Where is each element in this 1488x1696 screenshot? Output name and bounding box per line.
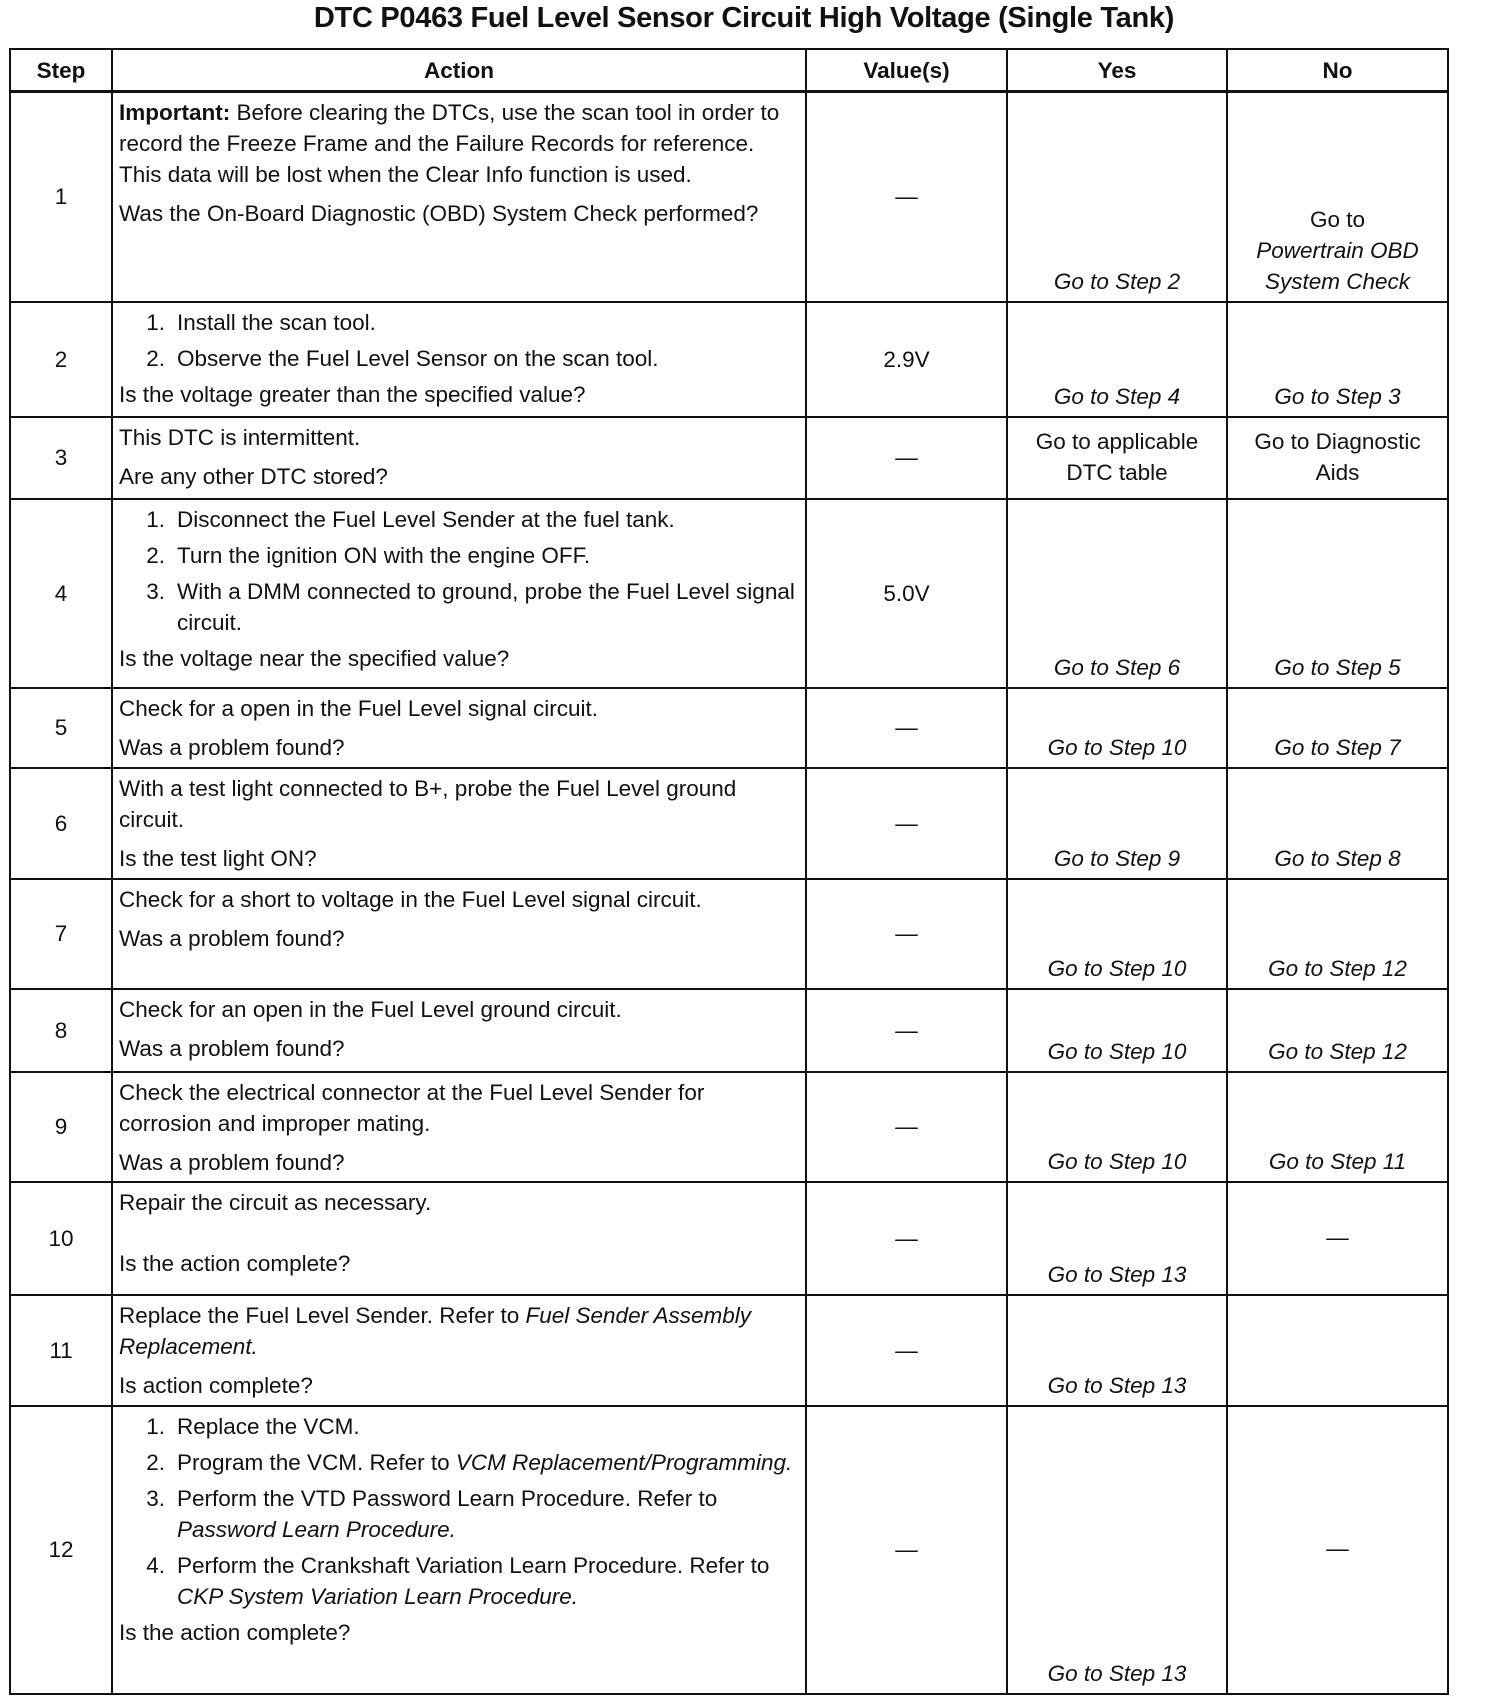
text-segment: Go to Step 10 — [1047, 734, 1187, 760]
no-cell — [1227, 688, 1448, 768]
action-paragraph — [119, 643, 799, 674]
text-segment: Program the VCM. Refer to — [177, 1449, 456, 1475]
list-text — [177, 1411, 360, 1442]
yes-cell — [1007, 768, 1227, 879]
value-cell: — — [806, 688, 1007, 768]
header-values: Value(s) — [806, 49, 1007, 92]
text-segment: Powertrain OBD System Check — [1256, 237, 1419, 294]
action-cell — [112, 879, 806, 989]
text-segment: Go to Step 3 — [1274, 383, 1401, 409]
list-number: 2. — [146, 542, 165, 568]
yes-cell — [1007, 989, 1227, 1072]
yes-cell — [1007, 1406, 1227, 1694]
no-cell — [1227, 302, 1448, 417]
step-cell: 9 — [10, 1072, 112, 1182]
step-cell: 11 — [10, 1295, 112, 1406]
no-cell — [1227, 499, 1448, 688]
text-segment: Is the voltage greater than the specified value? — [119, 381, 586, 407]
action-cell — [112, 92, 806, 302]
table-row — [10, 302, 1448, 417]
text-segment: Was the On-Board Diagnostic (OBD) System Check performed? — [119, 201, 759, 226]
step-cell: 7 — [10, 879, 112, 989]
yes-cell — [1007, 92, 1227, 302]
action-cell — [112, 768, 806, 879]
action-list-item — [119, 1411, 799, 1442]
text-segment: Go to Step 13 — [1047, 1261, 1187, 1287]
text-segment: Go to Step 10 — [1047, 1148, 1187, 1174]
action-list-item — [119, 540, 799, 571]
text-segment: VCM Replacement/Programming. — [455, 1449, 793, 1475]
table-row — [10, 1182, 1448, 1295]
action-cell — [112, 1182, 806, 1295]
text-segment: Check for an open in the Fuel Level ground circuit. — [119, 996, 622, 1022]
list-number: 1. — [146, 506, 165, 532]
yes-cell — [1007, 302, 1227, 417]
action-paragraph — [119, 773, 799, 835]
action-paragraph — [119, 422, 799, 453]
step-cell: 2 — [10, 302, 112, 417]
text-segment: Is the action complete? — [119, 1250, 351, 1276]
action-paragraph — [119, 1300, 799, 1362]
header-step: Step — [10, 49, 112, 92]
table-row — [10, 417, 1448, 499]
text-segment: Go to Step 10 — [1047, 1038, 1187, 1064]
step-cell: 3 — [10, 417, 112, 499]
no-cell — [1227, 1072, 1448, 1182]
text-segment: Are any other DTC stored? — [119, 463, 388, 489]
yes-cell — [1007, 417, 1227, 499]
step-cell: 10 — [10, 1182, 112, 1295]
text-segment: Password Learn Procedure. — [177, 1516, 456, 1542]
text-segment: Check for a open in the Fuel Level signal circuit. — [119, 695, 599, 721]
list-number: 2. — [146, 1449, 165, 1475]
action-list-item — [119, 1483, 799, 1545]
action-paragraph — [119, 1187, 799, 1218]
text-line — [1234, 235, 1441, 297]
action-list-item — [119, 504, 799, 535]
action-cell — [112, 1072, 806, 1182]
action-cell — [112, 302, 806, 417]
value-cell: — — [806, 1182, 1007, 1295]
list-text — [177, 540, 590, 571]
text-segment: Install the scan tool. — [177, 309, 376, 335]
text-segment: Is the action complete? — [119, 1619, 351, 1645]
action-paragraph — [119, 732, 799, 763]
no-cell — [1227, 92, 1448, 302]
text-segment: — — [1326, 1536, 1349, 1561]
value-cell: — — [806, 92, 1007, 302]
value-cell: — — [806, 1406, 1007, 1694]
no-cell — [1227, 989, 1448, 1072]
table-row — [10, 499, 1448, 688]
action-paragraph — [119, 693, 799, 724]
action-paragraph — [119, 1370, 799, 1401]
value-cell: 5.0V — [806, 499, 1007, 688]
table-row — [10, 1406, 1448, 1694]
action-cell — [112, 688, 806, 768]
text-segment: With a DMM connected to ground, probe the Fuel Level signal circuit. — [177, 578, 795, 635]
text-segment: Is action complete? — [119, 1372, 313, 1398]
action-paragraph — [119, 97, 799, 190]
text-segment: Go to Step 8 — [1274, 845, 1401, 871]
list-number: 3. — [146, 578, 165, 604]
list-number: 1. — [146, 1413, 165, 1439]
yes-cell — [1007, 688, 1227, 768]
no-cell — [1227, 1406, 1448, 1694]
text-segment: Is the test light ON? — [119, 845, 317, 871]
action-paragraph — [119, 1033, 799, 1064]
action-list-item — [119, 1447, 799, 1478]
value-cell: — — [806, 1295, 1007, 1406]
text-segment: Go to Step 2 — [1053, 268, 1181, 294]
yes-cell — [1007, 499, 1227, 688]
no-cell — [1227, 879, 1448, 989]
header-yes: Yes — [1007, 49, 1227, 92]
text-segment: Perform the Crankshaft Variation Learn Procedure. Refer to — [177, 1552, 770, 1578]
text-segment: Observe the Fuel Level Sensor on the scan tool. — [177, 345, 659, 371]
text-segment: Go to Step 11 — [1268, 1148, 1407, 1174]
no-cell — [1227, 417, 1448, 499]
list-text — [177, 1483, 799, 1545]
text-segment: Check the electrical connector at the Fuel Level Sender for corrosion and improper mating. — [119, 1079, 705, 1136]
action-paragraph — [119, 843, 799, 874]
text-segment: Replace the Fuel Level Sender. Refer to — [119, 1302, 526, 1328]
text-segment: Repair the circuit as necessary. — [119, 1189, 432, 1215]
value-cell: — — [806, 989, 1007, 1072]
text-segment: Go to Step 5 — [1274, 654, 1401, 680]
action-paragraph — [119, 1147, 799, 1178]
text-segment: With a test light connected to B+, probe the Fuel Level ground circuit. — [119, 775, 737, 832]
list-text — [177, 1550, 799, 1612]
list-number: 3. — [146, 1485, 165, 1511]
header-action: Action — [112, 49, 806, 92]
list-text — [177, 343, 659, 374]
text-line — [1234, 204, 1441, 235]
value-cell: 2.9V — [806, 302, 1007, 417]
list-number: 1. — [146, 309, 165, 335]
list-text — [177, 576, 799, 638]
text-segment: Perform the VTD Password Learn Procedure. Refer to — [177, 1485, 718, 1511]
list-number: 2. — [146, 345, 165, 371]
action-paragraph — [119, 379, 799, 410]
text-segment: — — [1326, 1224, 1349, 1250]
value-cell: — — [806, 1072, 1007, 1182]
text-segment: Go to Step 9 — [1053, 845, 1181, 871]
action-list-item — [119, 576, 799, 638]
action-paragraph — [119, 884, 799, 915]
table-row — [10, 1295, 1448, 1406]
value-cell: — — [806, 879, 1007, 989]
text-segment: Go to Step 6 — [1053, 654, 1181, 680]
value-cell: — — [806, 417, 1007, 499]
no-cell — [1227, 1295, 1448, 1406]
action-cell — [112, 1295, 806, 1406]
action-list-item — [119, 307, 799, 338]
action-cell — [112, 499, 806, 688]
text-segment: Go to Step 12 — [1268, 955, 1407, 981]
action-list-item — [119, 343, 799, 374]
step-cell: 12 — [10, 1406, 112, 1694]
action-paragraph — [119, 198, 799, 229]
list-text — [177, 504, 675, 535]
text-segment: Go to Step 13 — [1047, 1372, 1187, 1398]
table-row — [10, 688, 1448, 768]
text-segment: CKP System Variation Learn Procedure. — [177, 1583, 579, 1609]
action-list-item — [119, 1550, 799, 1612]
text-segment: Was a problem found? — [119, 1149, 345, 1175]
no-cell — [1227, 768, 1448, 879]
step-cell: 5 — [10, 688, 112, 768]
action-cell — [112, 1406, 806, 1694]
action-paragraph — [119, 1617, 799, 1648]
yes-cell — [1007, 1182, 1227, 1295]
text-segment: Go to applicable DTC table — [1035, 428, 1199, 485]
yes-cell — [1007, 1295, 1227, 1406]
text-segment: Go to Step 12 — [1268, 1038, 1407, 1064]
text-segment: Was a problem found? — [119, 1035, 345, 1061]
text-segment: Before clearing the DTCs, use the scan tool in order to record the Freeze Frame and the Failure Records for reference. This data will be lost when the Clear Info function is used. — [119, 100, 780, 187]
step-cell: 1 — [10, 92, 112, 302]
step-cell: 8 — [10, 989, 112, 1072]
text-segment: Was a problem found? — [119, 925, 345, 951]
text-segment: Fuel Sender Assembly Replacement. — [119, 1302, 752, 1359]
text-segment: Go to Step 4 — [1053, 383, 1181, 409]
action-paragraph — [119, 461, 799, 492]
table-row — [10, 989, 1448, 1072]
list-text — [177, 1447, 792, 1478]
action-cell — [112, 417, 806, 499]
text-segment: Go to Step 13 — [1047, 1660, 1187, 1686]
text-segment: Important: — [119, 100, 231, 125]
text-segment: Go to Diagnostic Aids — [1254, 428, 1421, 485]
list-text — [177, 307, 376, 338]
list-number: 4. — [146, 1552, 165, 1578]
table-row — [10, 879, 1448, 989]
text-segment: Go to — [1309, 206, 1366, 232]
text-segment: Disconnect the Fuel Level Sender at the fuel tank. — [177, 506, 675, 532]
text-segment: Is the voltage near the specified value? — [119, 645, 510, 671]
no-cell — [1227, 1182, 1448, 1295]
yes-cell — [1007, 879, 1227, 989]
text-segment: Was a problem found? — [119, 734, 345, 760]
text-segment: This DTC is intermittent. — [119, 424, 361, 450]
step-cell: 4 — [10, 499, 112, 688]
text-segment: Turn the ignition ON with the engine OFF. — [177, 542, 591, 568]
text-segment: Replace the VCM. — [177, 1413, 360, 1439]
text-segment: Check for a short to voltage in the Fuel Level signal circuit. — [119, 886, 702, 912]
table-header-row — [10, 49, 1448, 92]
value-cell: — — [806, 768, 1007, 879]
text-segment: Go to Step 7 — [1274, 734, 1401, 760]
action-paragraph — [119, 994, 799, 1025]
page-title: DTC P0463 Fuel Level Sensor Circuit High Voltage (Single Tank) — [313, 2, 1175, 34]
action-paragraph — [119, 1248, 799, 1279]
action-cell — [112, 989, 806, 1072]
yes-cell — [1007, 1072, 1227, 1182]
table-row — [10, 1072, 1448, 1182]
table-row — [10, 92, 1448, 302]
table-row — [10, 768, 1448, 879]
diagnostic-table — [9, 48, 1449, 1695]
step-cell: 6 — [10, 768, 112, 879]
header-no: No — [1227, 49, 1448, 92]
action-paragraph — [119, 1077, 799, 1139]
text-segment: Go to Step 10 — [1047, 955, 1187, 981]
action-paragraph — [119, 923, 799, 954]
